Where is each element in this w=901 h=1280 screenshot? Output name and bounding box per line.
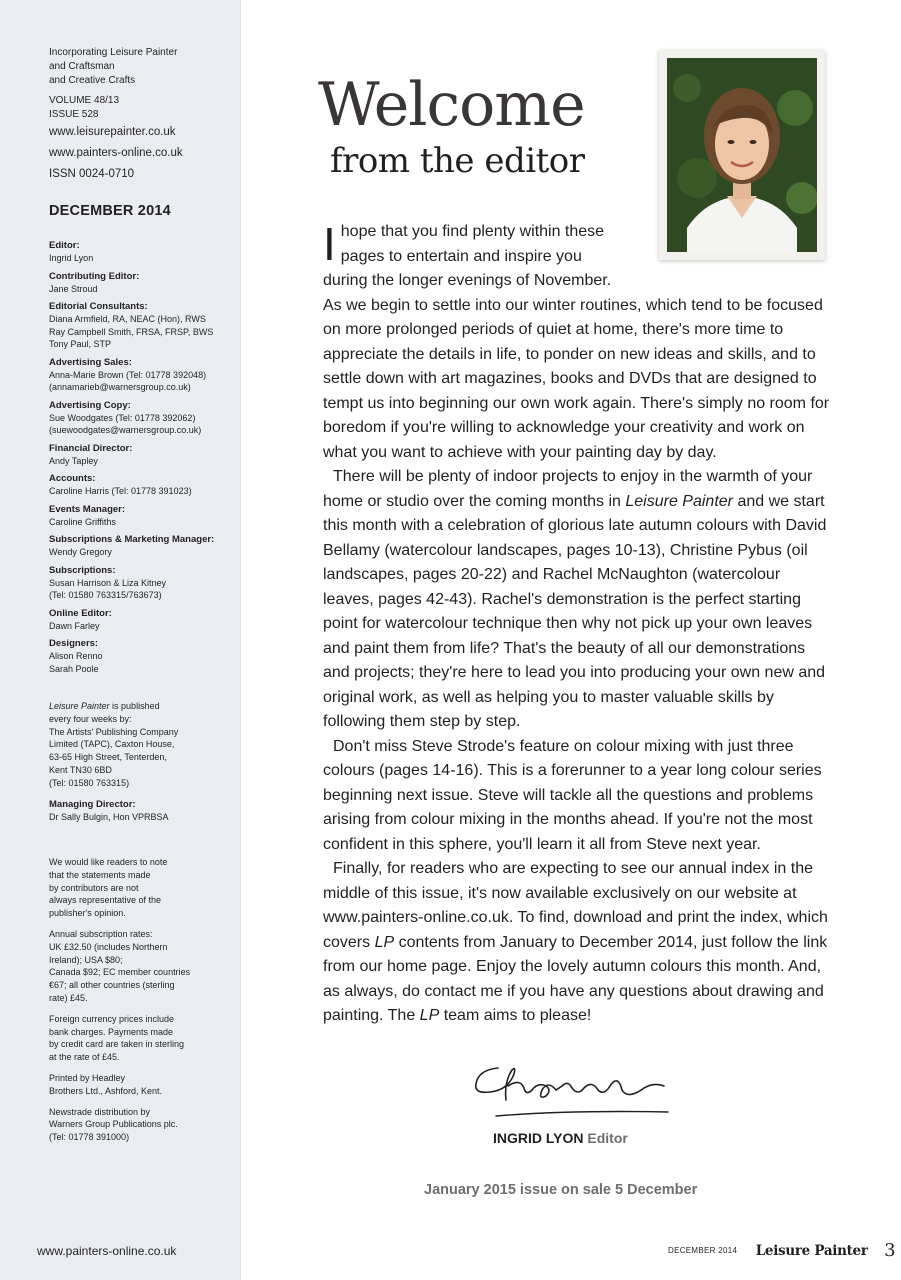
role-events-manager [49, 503, 234, 529]
role-editor [49, 239, 234, 265]
note-line: always representative of the [49, 895, 162, 906]
paragraph-1: As we begin to settle into our winter routines, which tend to be focused on more prolonged periods of quiet at home, there's more time to appreciate the details in life, to ponder on new ideas and skills, and to settle down with art magazines, books and DVDs that are designed to tempt us into beginning our own work again. There's simply no room for boredom if you're willing to acknowledge your creativity and work on what you want to achieve with your painting day by day. [323, 296, 830, 461]
role-online-editor [49, 607, 234, 633]
masthead-content [49, 46, 234, 1144]
paragraph-4 [323, 857, 831, 1029]
publisher-line: 63-65 High Street, Tenterden, [49, 752, 167, 763]
note-line: by contributors are not [49, 882, 139, 893]
role-designers [49, 637, 234, 675]
subscription-rates-note [49, 928, 234, 1005]
publisher-info [49, 700, 234, 790]
currency-note [49, 1013, 234, 1064]
text-run: and we start this month with a celebration of glorious late autumn colours with David Bellamy (watercolour landscapes, pages 10-13), Christine Pybus (oil landscapes, pages 20-22) and Rachel McNaughton (watercolour leaves, pages 42-43). Rachel's demonstration is the perfect starting point for watercolour technique then why not pick up your own leaves and paint them from life? That's the beauty of all our demonstrations and projects; they're here to lead you into producing your own new and original work, as well as helping you to master valuable skills by following them step by step. [323, 492, 827, 730]
paragraph-1-opening [323, 220, 629, 269]
role-title: Subscriptions & Marketing Manager: [49, 534, 215, 545]
page-folio [668, 1240, 896, 1261]
drop-cap: I [323, 218, 336, 270]
folio-magazine: Leisure Painter [755, 1242, 868, 1259]
note-line: publisher's opinion. [49, 908, 126, 919]
role-title: Events Manager: [49, 503, 126, 515]
role-name: Dr Sally Bulgin, Hon VPRBSA [49, 811, 169, 822]
incorporating-line-2: and Craftsman [49, 61, 115, 72]
role-accounts [49, 472, 234, 498]
magazine-name: Leisure Painter [625, 492, 733, 510]
note-line: Printed by Headley [49, 1073, 126, 1084]
publisher-line: every four weeks by: [49, 713, 132, 724]
text-run: team aims to please! [439, 1007, 592, 1024]
role-contributing-editor [49, 270, 234, 296]
folio-date: DECEMBER 2014 [668, 1246, 738, 1255]
note-line: rate) £45. [49, 993, 88, 1004]
note-line: Foreign currency prices include [49, 1013, 175, 1024]
text-run: Finally, for readers who are expecting to see our annual index in the middle of this issue, it's now available exclusively on our website at www.painters-online.co.uk. To find, download and print the index, which covers [323, 860, 828, 951]
editor-name: INGRID LYON [493, 1130, 584, 1146]
distribution-note [49, 1106, 234, 1144]
note-line: Ireland); USA $80; [49, 954, 123, 965]
role-email[interactable]: (suewoodgates@warnersgroup.co.uk) [49, 425, 202, 435]
publisher-line: The Artists' Publishing Company [49, 726, 179, 737]
publisher-line: is published [109, 701, 160, 711]
incorporating-line-3: and Creative Crafts [49, 75, 136, 86]
opening-line: pages to entertain and inspire you [340, 247, 582, 265]
paragraph-3: Don't miss Steve Strode's feature on colour mixing with just three colours (pages 14-16). This is a forerunner to a year long colour series beginning next issue. Steve will tackle all the questions and problems arising from colour mixing in the months ahead. If you're not the most confident in this sphere, you'll learn it all from Steve next year. [323, 737, 822, 853]
footer-website[interactable]: www.painters-online.co.uk [37, 1244, 177, 1258]
role-title: Editor: [49, 240, 80, 251]
role-name: Dawn Farley [49, 620, 100, 631]
role-name: (Tel: 01580 763315/763673) [49, 590, 162, 600]
role-title: Advertising Sales: [49, 356, 132, 368]
note-line: Annual subscription rates: [49, 929, 153, 940]
magazine-abbrev: LP [419, 1007, 440, 1024]
role-title: Editorial Consultants: [49, 301, 148, 312]
role-subscriptions-marketing [49, 533, 234, 559]
role-name: Sue Woodgates (Tel: 01778 392062) [49, 412, 196, 423]
masthead-sidebar [0, 0, 241, 1280]
issue-date: DECEMBER 2014 [49, 203, 171, 219]
note-line: Canada $92; EC member countries [49, 967, 191, 978]
role-advertising-sales [49, 356, 234, 394]
opening-line: hope that you find plenty within these [340, 223, 605, 240]
paragraph-2 [323, 465, 831, 735]
note-line: by credit card are taken in sterling [49, 1039, 185, 1050]
note-line: (Tel: 01778 391000) [49, 1132, 130, 1143]
role-email[interactable]: (annamarieb@warnersgroup.co.uk) [49, 382, 191, 392]
role-advertising-copy [49, 399, 234, 437]
note-line: UK £32.50 (includes Northern [49, 941, 168, 952]
role-title: Designers: [49, 638, 99, 649]
role-name: Anna-Marie Brown (Tel: 01778 392048) [49, 369, 207, 380]
editor-signature [468, 1060, 678, 1122]
website-leisurepainter[interactable]: www.leisurepainter.co.uk [49, 126, 176, 138]
issn: ISSN 0024-0710 [49, 168, 135, 180]
role-name: Caroline Griffiths [49, 516, 116, 527]
paragraph-1-line: during the longer evenings of November. [323, 272, 612, 289]
role-title: Financial Director: [49, 442, 133, 454]
publisher-line: Kent TN30 6BD [49, 764, 112, 775]
note-line: €67; all other countries (sterling [49, 980, 175, 991]
editor-signoff [493, 1130, 628, 1146]
role-subscriptions [49, 564, 234, 602]
role-name: Ray Campbell Smith, FRSA, FRSP, BWS [49, 326, 214, 337]
next-issue-notice: January 2015 issue on sale 5 December [424, 1182, 698, 1198]
role-title: Online Editor: [49, 607, 112, 619]
role-name: Susan Harrison & Liza Kitney [49, 577, 167, 588]
role-name: Tony Paul, STP [49, 339, 112, 349]
note-line: that the statements made [49, 869, 151, 880]
role-title: Contributing Editor: [49, 270, 140, 282]
printer-note [49, 1072, 234, 1098]
role-editorial-consultants [49, 300, 234, 351]
role-title: Advertising Copy: [49, 399, 131, 411]
note-line: Warners Group Publications plc. [49, 1119, 178, 1130]
role-managing-director [49, 798, 234, 824]
website-painters-online[interactable]: www.painters-online.co.uk [49, 147, 183, 159]
issue: ISSUE 528 [49, 109, 99, 120]
editorial-body [323, 220, 831, 1029]
page-number: 3 [884, 1240, 896, 1261]
publisher-magazine-name: Leisure Painter [49, 701, 110, 711]
role-name: Diana Armfield, RA, NEAC (Hon), RWS [49, 314, 206, 324]
role-title: Accounts: [49, 473, 96, 484]
role-name: Sarah Poole [49, 663, 99, 674]
role-name: Andy Tapley [49, 455, 98, 466]
note-line: at the rate of £45. [49, 1052, 120, 1063]
disclaimer-note [49, 856, 234, 920]
editor-role: Editor [587, 1130, 628, 1146]
text-run: There will be plenty of indoor projects to enjoy in the warmth of your home or studio over the coming months in [323, 468, 813, 510]
publisher-line: Limited (TAPC), Caxton House, [49, 739, 175, 750]
incorporating-line-1: Incorporating Leisure Painter [49, 47, 178, 58]
page-subtitle: from the editor [330, 141, 585, 181]
role-name: Alison Renno [49, 651, 103, 661]
note-line: We would like readers to note [49, 857, 168, 868]
role-title: Managing Director: [49, 798, 136, 810]
role-name: Caroline Harris (Tel: 01778 391023) [49, 486, 192, 496]
magazine-abbrev: LP [374, 933, 395, 951]
note-line: Newstrade distribution by [49, 1106, 151, 1117]
role-title: Subscriptions: [49, 564, 116, 576]
role-financial-director [49, 442, 234, 468]
text-run: contents from January to December 2014, just follow the link from our home page. Enjoy the lovely autumn colours this month. And, as always, do contact me if you have any questions about drawing and painting. The [323, 933, 828, 1024]
role-name: Wendy Gregory [49, 547, 112, 557]
role-name: Ingrid Lyon [49, 253, 94, 263]
volume: VOLUME 48/13 [49, 95, 120, 106]
note-line: Brothers Ltd., Ashford, Kent. [49, 1085, 163, 1096]
publisher-line: (Tel: 01580 763315) [49, 777, 130, 788]
note-line: bank charges. Payments made [49, 1026, 174, 1037]
page-title: Welcome [318, 70, 585, 140]
role-name: Jane Stroud [49, 283, 98, 294]
